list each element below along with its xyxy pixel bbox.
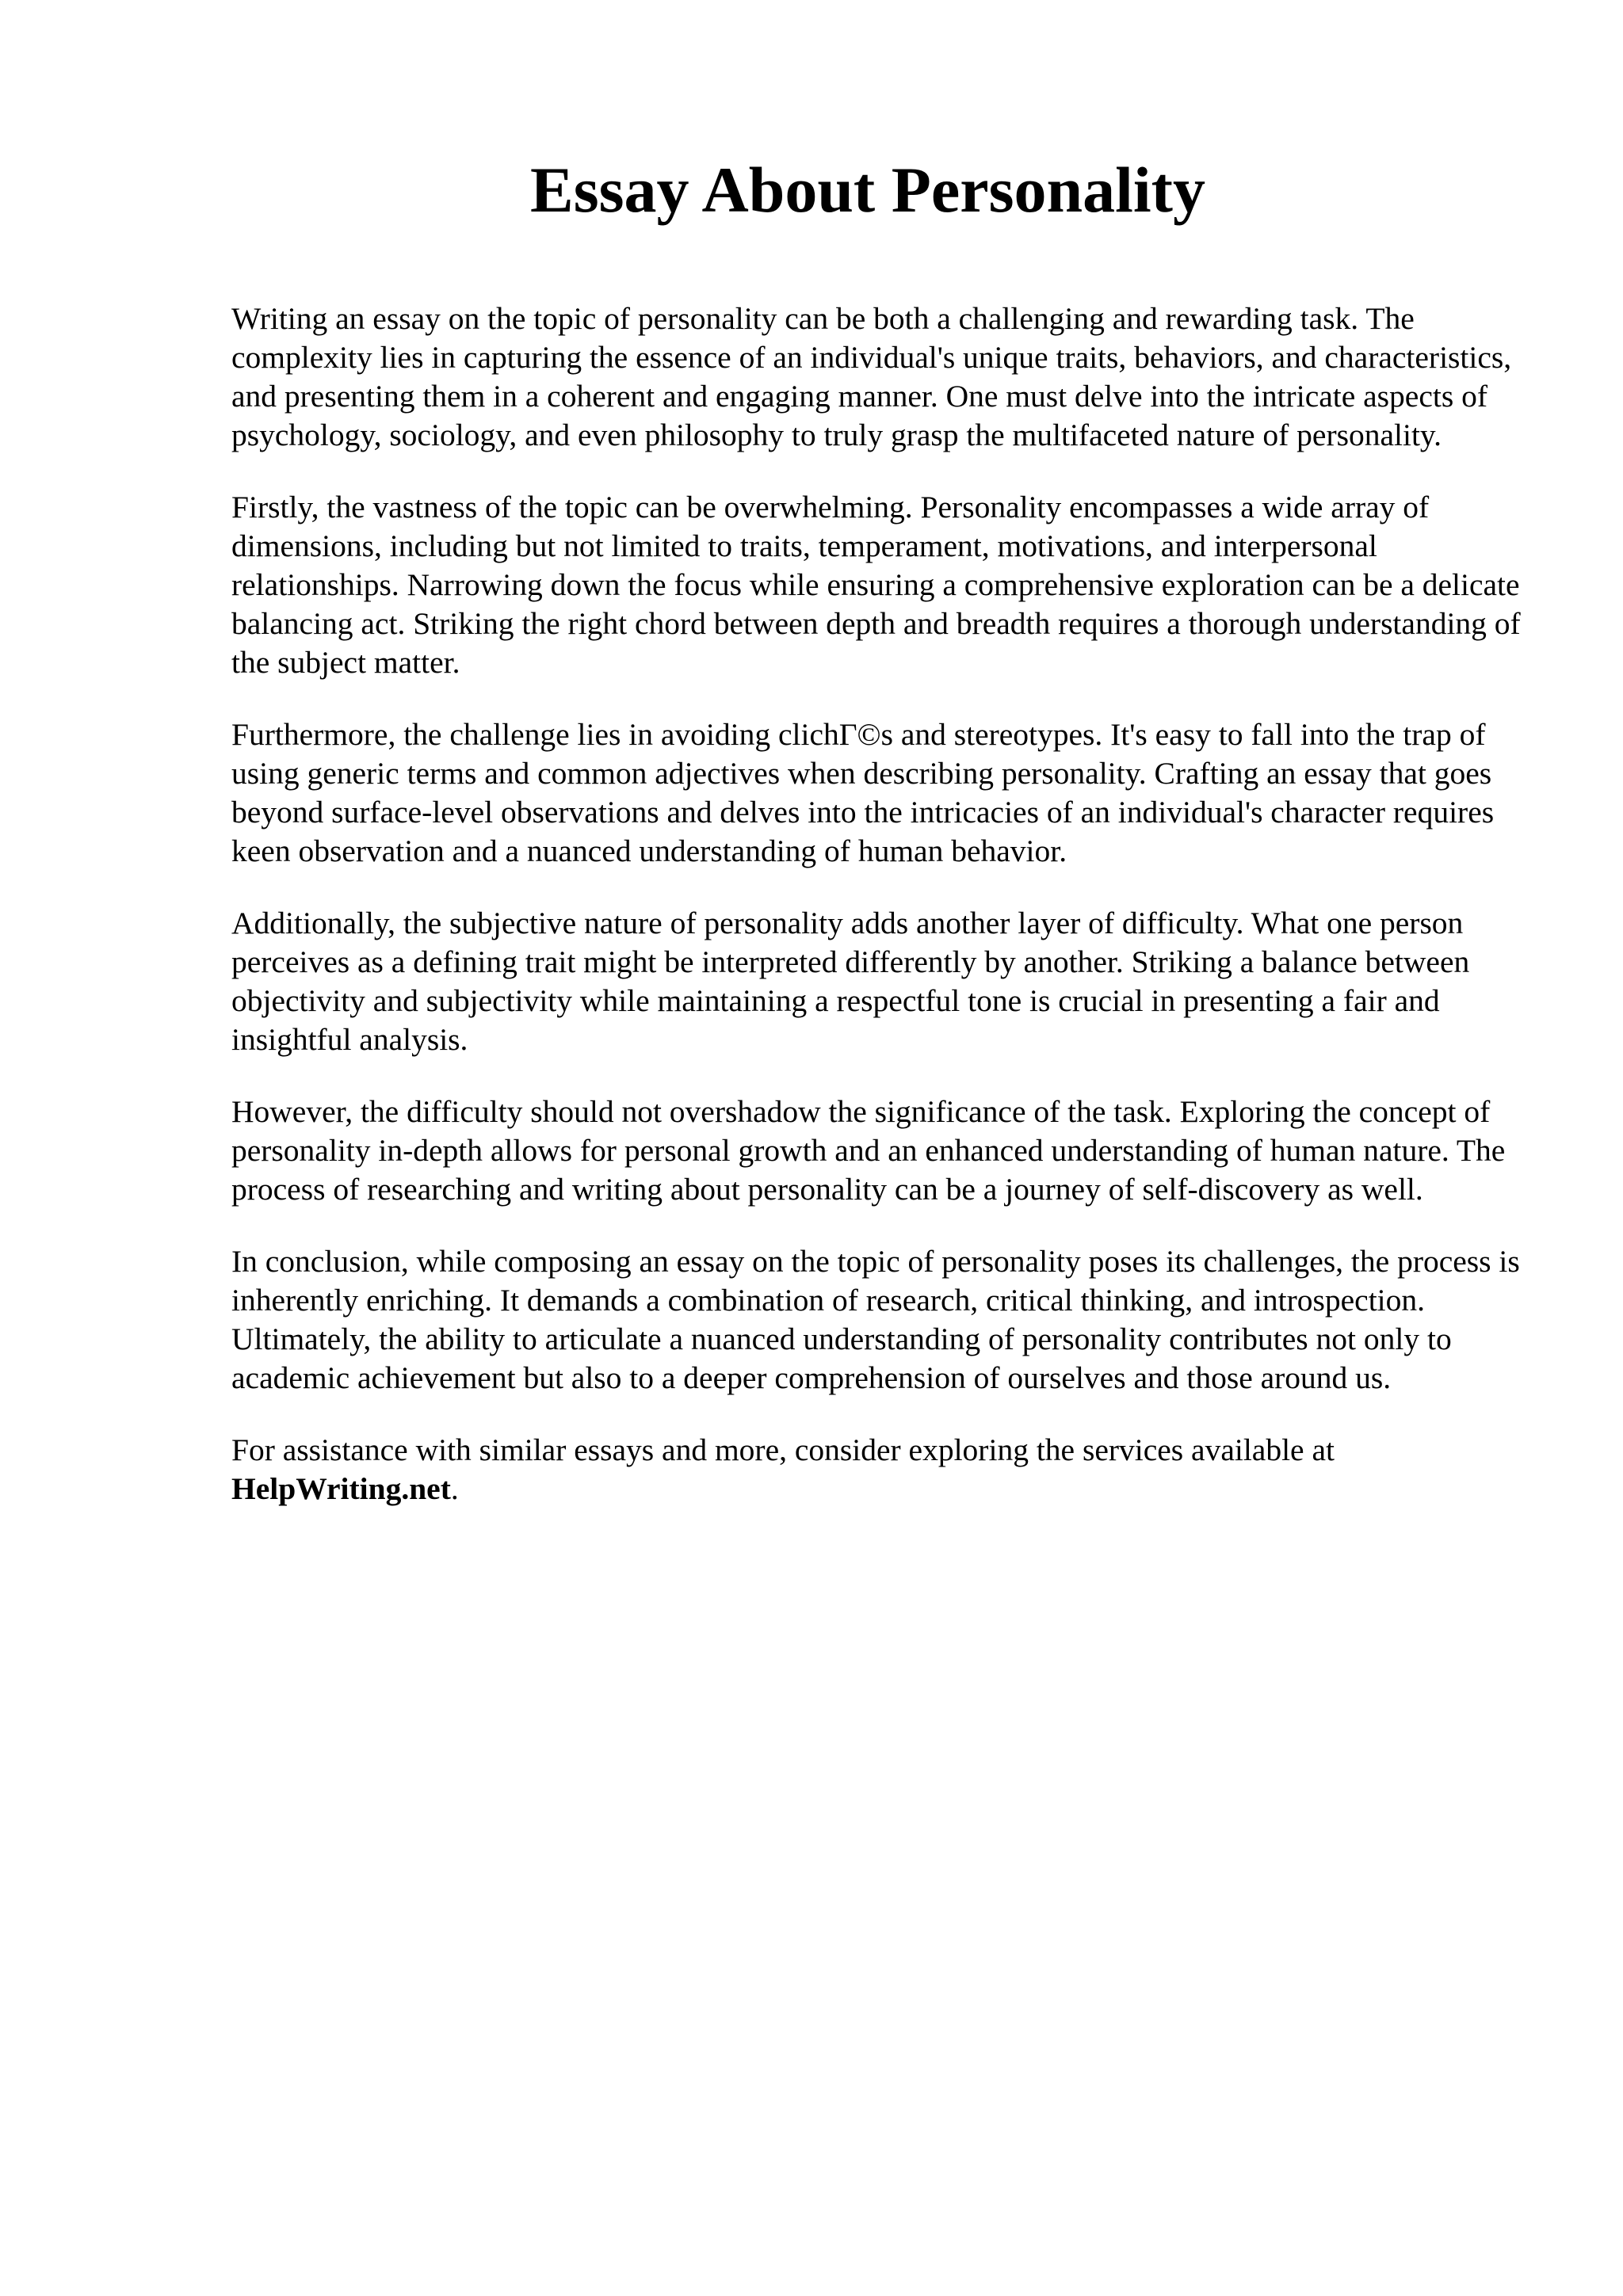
- paragraph-4: Additionally, the subjective nature of personality adds another layer of difficulty. What one person perceives as a defining trait might be interpreted differently by another. Striking a balance between objectivity and subjectivity while maintaining a respectful tone is crucial in presenting a fair and insightful analysis.: [231, 906, 1470, 1057]
- page-title: Essay About Personality: [530, 154, 1205, 226]
- paragraph-5: However, the difficulty should not overshadow the significance of the task. Exploring the concept of personality in-depth allows for personal growth and an enhanced understanding of human nature. The process of researching and writing about personality can be a journey of self-discovery as well.: [231, 1094, 1506, 1207]
- paragraph-1: Writing an essay on the topic of personality can be both a challenging and rewarding task. The complexity lies in capturing the essence of an individual's unique traits, behaviors, and characteristics, and presenting them in a coherent and engaging manner. One must delve into the intricate aspects of psychology, sociology, and even philosophy to truly grasp the multifaceted nature of personality.: [231, 301, 1512, 452]
- helpwriting-link[interactable]: HelpWriting.net: [231, 1471, 451, 1506]
- paragraph-3: Furthermore, the challenge lies in avoiding clichΓ©s and stereotypes. It's easy to fall into the trap of using generic terms and common adjectives when describing personality. Crafting an essay that goes beyond surface-level observations and delves into the intricacies of an individual's character requires keen observation and a nuanced understanding of human behavior.: [231, 717, 1495, 868]
- paragraph-6: In conclusion, while composing an essay on the topic of personality poses its challenges, the process is inherently enriching. It demands a combination of research, critical thinking, and introspection. Ultimately, the ability to articulate a nuanced understanding of personality contributes not only to academic achievement but also to a deeper comprehension of ourselves and those around us.: [231, 1244, 1520, 1395]
- closing-paragraph: [231, 1431, 1531, 1508]
- closing-text: For assistance with similar essays and more, consider exploring the services available at: [231, 1432, 1335, 1467]
- closing-period: .: [450, 1471, 459, 1506]
- paragraph-2: Firstly, the vastness of the topic can be overwhelming. Personality encompasses a wide array of dimensions, including but not limited to traits, temperament, motivations, and interpersonal relationships. Narrowing down the focus while ensuring a comprehensive exploration can be a delicate balancing act. Striking the right chord between depth and breadth requires a thorough understanding of the subject matter.: [231, 490, 1521, 680]
- essay-body: [231, 299, 1531, 1542]
